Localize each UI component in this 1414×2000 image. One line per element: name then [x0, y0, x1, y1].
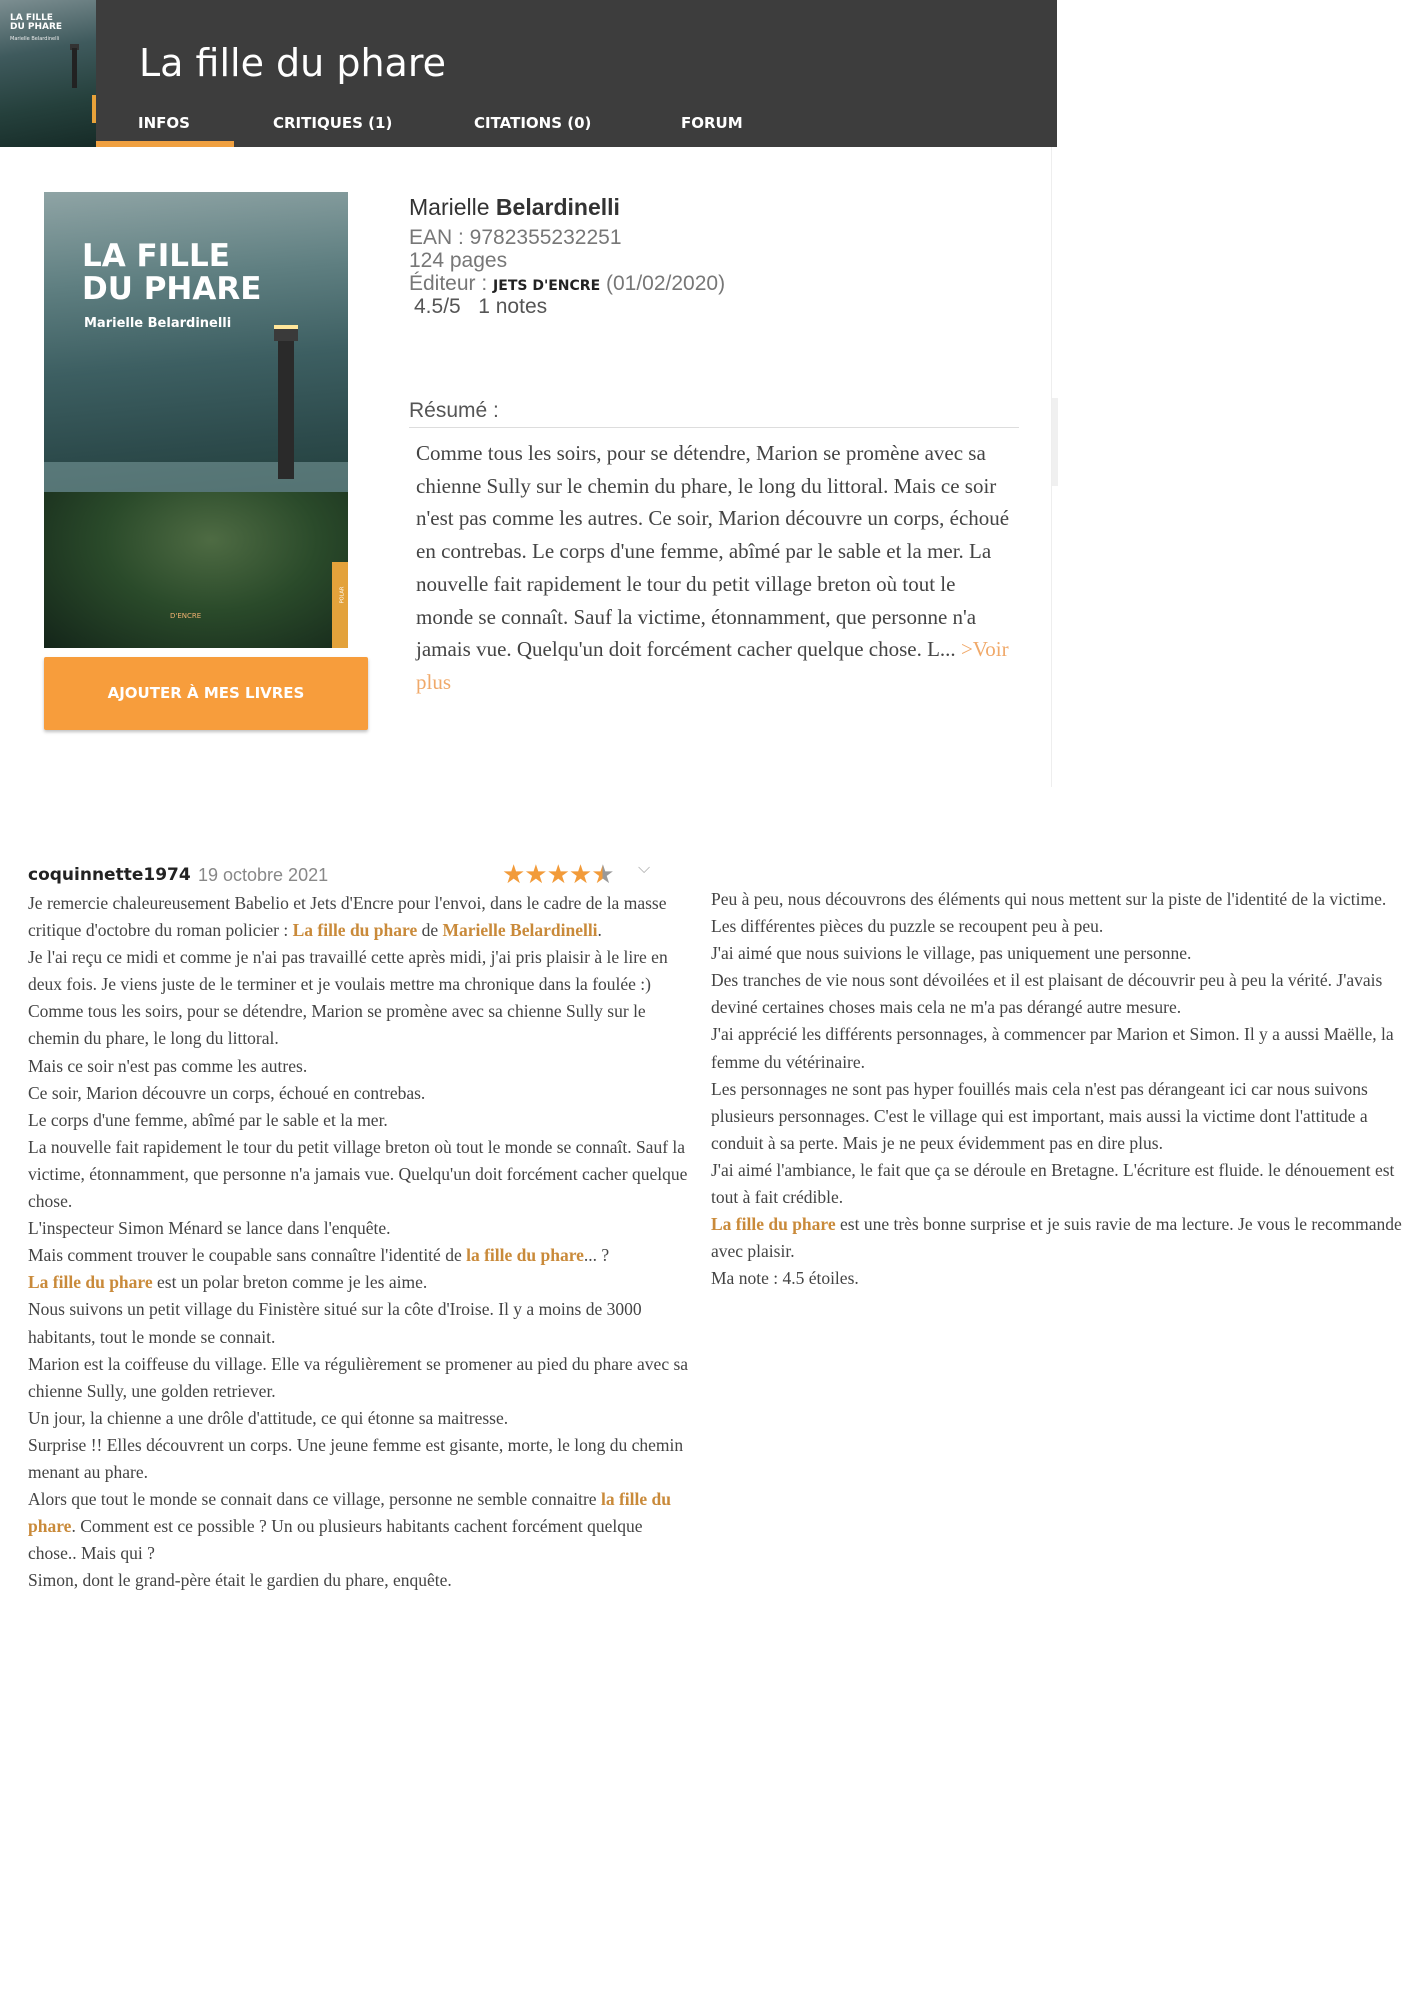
- resume-body: Comme tous les soirs, pour se détendre, Marion se promène avec sa chienne Sully sur le chemin du phare, le long du littoral. Mais ce soir n'est pas comme les autres. Ce soir, Marion découvre un corps, échoué en contrebas. Le corps d'une femme, abîmé par le sable et la mer. La nouvelle fait rapidement le tour du petit village breton où tout le monde se connaît. Sauf la victime, étonnamment, que personne n'a jamais vue. Quelqu'un doit forcément cacher quelque chose. L...: [416, 441, 1010, 662]
- add-to-my-books-button[interactable]: AJOUTER À MES LIVRES: [44, 657, 368, 730]
- tab-infos-label: INFOS: [138, 114, 190, 132]
- review-paragraph: Je l'ai reçu ce midi et comme je n'ai pas travaillé cette après midi, j'ai pris plaisir à le lire en deux fois. Je viens juste de le terminer et je voulais mettre ma chronique dans la foulée :): [28, 947, 668, 995]
- book-cover[interactable]: [44, 192, 348, 648]
- review-paragraph: Ce soir, Marion découvre un corps, échoué en contrebas.: [28, 1082, 426, 1103]
- thumbnail-author: Marielle Belardinelli: [10, 36, 60, 42]
- review-paragraph: Peu à peu, nous découvrons des éléments qui nous mettent sur la piste de l'identité de la victime.: [711, 889, 1387, 909]
- review-paragraph: La fille du phare est une très bonne surprise et je suis ravie de ma lecture. Je vous le recommande avec plaisir.: [711, 1214, 1402, 1262]
- page-count: 124 pages: [409, 249, 508, 272]
- thumbnail-title: LA FILLE DU PHARE: [10, 13, 63, 32]
- book-title-link[interactable]: La fille du phare: [292, 920, 418, 941]
- book-title-link[interactable]: La fille du phare: [711, 1214, 836, 1235]
- review-paragraph: J'ai aimé l'ambiance, le fait que ça se déroule en Bretagne. L'écriture est fluide. le dénouement est tout à fait crédible.: [711, 1159, 1395, 1208]
- review-paragraph: Un jour, la chienne a une drôle d'attitude, ce qui étonne sa maitresse.: [28, 1407, 509, 1428]
- voir-plus-link[interactable]: >Voir plus: [416, 637, 1009, 694]
- rating-value: 4.5/5: [414, 295, 461, 318]
- author-name[interactable]: [409, 193, 620, 221]
- cover-land: [44, 492, 348, 648]
- page-title: La fille du phare: [139, 41, 446, 85]
- review-paragraph: Nous suivons un petit village du Finistère situé sur la côte d'Iroise. Il y a moins de 3000 habitants, tout le monde se connait.: [28, 1299, 642, 1347]
- cover-spine-label: POLAR: [339, 586, 346, 604]
- review-date: 19 octobre 2021: [198, 865, 329, 885]
- tab-citations[interactable]: CITATIONS (0): [474, 114, 592, 132]
- cover-publisher-mark: D'ENCRE: [170, 612, 202, 620]
- tab-critiques[interactable]: CRITIQUES (1): [273, 114, 393, 132]
- cover-author: Marielle Belardinelli: [84, 316, 232, 331]
- review-username[interactable]: coquinnette1974: [28, 865, 191, 885]
- thumbnail-lighthouse: [72, 48, 77, 88]
- ean: EAN : 9782355232251: [409, 226, 622, 249]
- review-paragraph: Comme tous les soirs, pour se détendre, Marion se promène avec sa chienne Sully sur le chemin du phare, le long du littoral.: [28, 1001, 646, 1049]
- editor-line: [409, 273, 725, 295]
- header-bar: [0, 0, 1057, 147]
- review-paragraph: Surprise !! Elles découvrent un corps. Une jeune femme est gisante, morte, le long du chemin menant au phare.: [28, 1434, 684, 1482]
- review-paragraph: Simon, dont le grand-père était le gardien du phare, enquête.: [28, 1570, 452, 1591]
- author-link[interactable]: Marielle Belardinelli: [442, 920, 598, 941]
- review-paragraph: Mais comment trouver le coupable sans connaître l'identité de la fille du phare... ?: [28, 1245, 610, 1266]
- editor-date: (01/02/2020): [600, 272, 726, 295]
- book-thumbnail[interactable]: [0, 0, 96, 147]
- review-paragraph: Alors que tout le monde se connait dans ce village, personne ne semble connaitre la fille du phare. Comment est ce possible ? Un ou plusieurs habitants cachent forcément quelque chose.. Mais qui ?: [28, 1489, 671, 1564]
- review-paragraph: Les personnages ne sont pas hyper fouillés mais cela n'est pas dérangeant ici car nous suivons plusieurs personnages. C'est le village qui est important, mais aussi la victime dont l'attitude a conduit à sa perte. Mais je ne peux évidemment pas en dire plus.: [711, 1078, 1368, 1153]
- half-star-icon: ★: [591, 860, 614, 890]
- cover-spine-strip: [332, 562, 348, 648]
- book-title-link[interactable]: La fille du phare: [28, 1272, 153, 1293]
- chevron-down-icon[interactable]: ⌵: [638, 858, 651, 877]
- resume-label: Résumé :: [409, 399, 499, 422]
- resume-divider: [409, 427, 1019, 428]
- review-paragraph: Le corps d'une femme, abîmé par le sable et la mer.: [28, 1109, 388, 1130]
- review-paragraph: La nouvelle fait rapidement le tour du petit village breton où tout le monde se connaît. Sauf la victime, étonnamment, que personne n'a jamais vue. Quelqu'un doit forcément cacher quelque chose.: [28, 1136, 688, 1212]
- cover-lighthouse-lamp: [274, 325, 298, 341]
- review-paragraph: Marion est la coiffeuse du village. Elle va régulièrement se promener au pied du phare avec sa chienne Sully, une golden retriever.: [28, 1353, 689, 1401]
- review-paragraph: J'ai apprécié les différents personnages, à commencer par Marion et Simon. Il y a aussi Maëlle, la femme du vétérinaire.: [711, 1024, 1394, 1072]
- review-paragraph: Des tranches de vie nous sont dévoilées et il est plaisant de découvrir peu à peu la vérité. J'avais deviné certaines choses mais cela ne m'a pas dérangé autre mesure.: [711, 970, 1383, 1018]
- star-icons: ★★★★: [502, 860, 592, 890]
- tab-infos[interactable]: [96, 108, 234, 147]
- book-title-link[interactable]: la fille du phare: [466, 1245, 584, 1266]
- review-text-left: [28, 890, 690, 1594]
- cover-title: LA FILLE DU PHARE: [82, 238, 262, 307]
- editor-name[interactable]: JETS D'ENCRE: [493, 278, 601, 294]
- review-paragraph: J'ai aimé que nous suivions le village, pas uniquement une personne.: [711, 943, 1192, 964]
- review-stars: [502, 860, 614, 890]
- tab-forum[interactable]: FORUM: [681, 114, 743, 132]
- book-title-link[interactable]: la fille du phare: [28, 1489, 671, 1537]
- review-paragraph: La fille du phare est un polar breton comme je les aime.: [28, 1272, 428, 1293]
- review-paragraph: L'inspecteur Simon Ménard se lance dans l'enquête.: [28, 1218, 391, 1239]
- rating-count[interactable]: 1 notes: [478, 295, 548, 318]
- author-first-name: Marielle: [409, 194, 496, 220]
- scrollbar[interactable]: [1052, 398, 1058, 486]
- review-paragraph: Mais ce soir n'est pas comme les autres.: [28, 1055, 308, 1076]
- review-paragraph: Ma note : 4.5 étoiles.: [711, 1268, 859, 1289]
- review-paragraph: Je remercie chaleureusement Babelio et Jets d'Encre pour l'envoi, dans le cadre de la masse critique d'octobre du roman policier : La fille du phare de Marielle Belardinelli.: [28, 893, 667, 941]
- author-last-name: Belardinelli: [495, 194, 620, 220]
- editor-label: Éditeur :: [409, 272, 494, 295]
- resume-text: [416, 437, 1016, 699]
- review-paragraph: Les différentes pièces du puzzle se recoupent peu à peu.: [711, 916, 1104, 937]
- cover-lighthouse: [278, 334, 294, 479]
- review-text-right: [711, 886, 1406, 1292]
- rating-line: [414, 296, 547, 318]
